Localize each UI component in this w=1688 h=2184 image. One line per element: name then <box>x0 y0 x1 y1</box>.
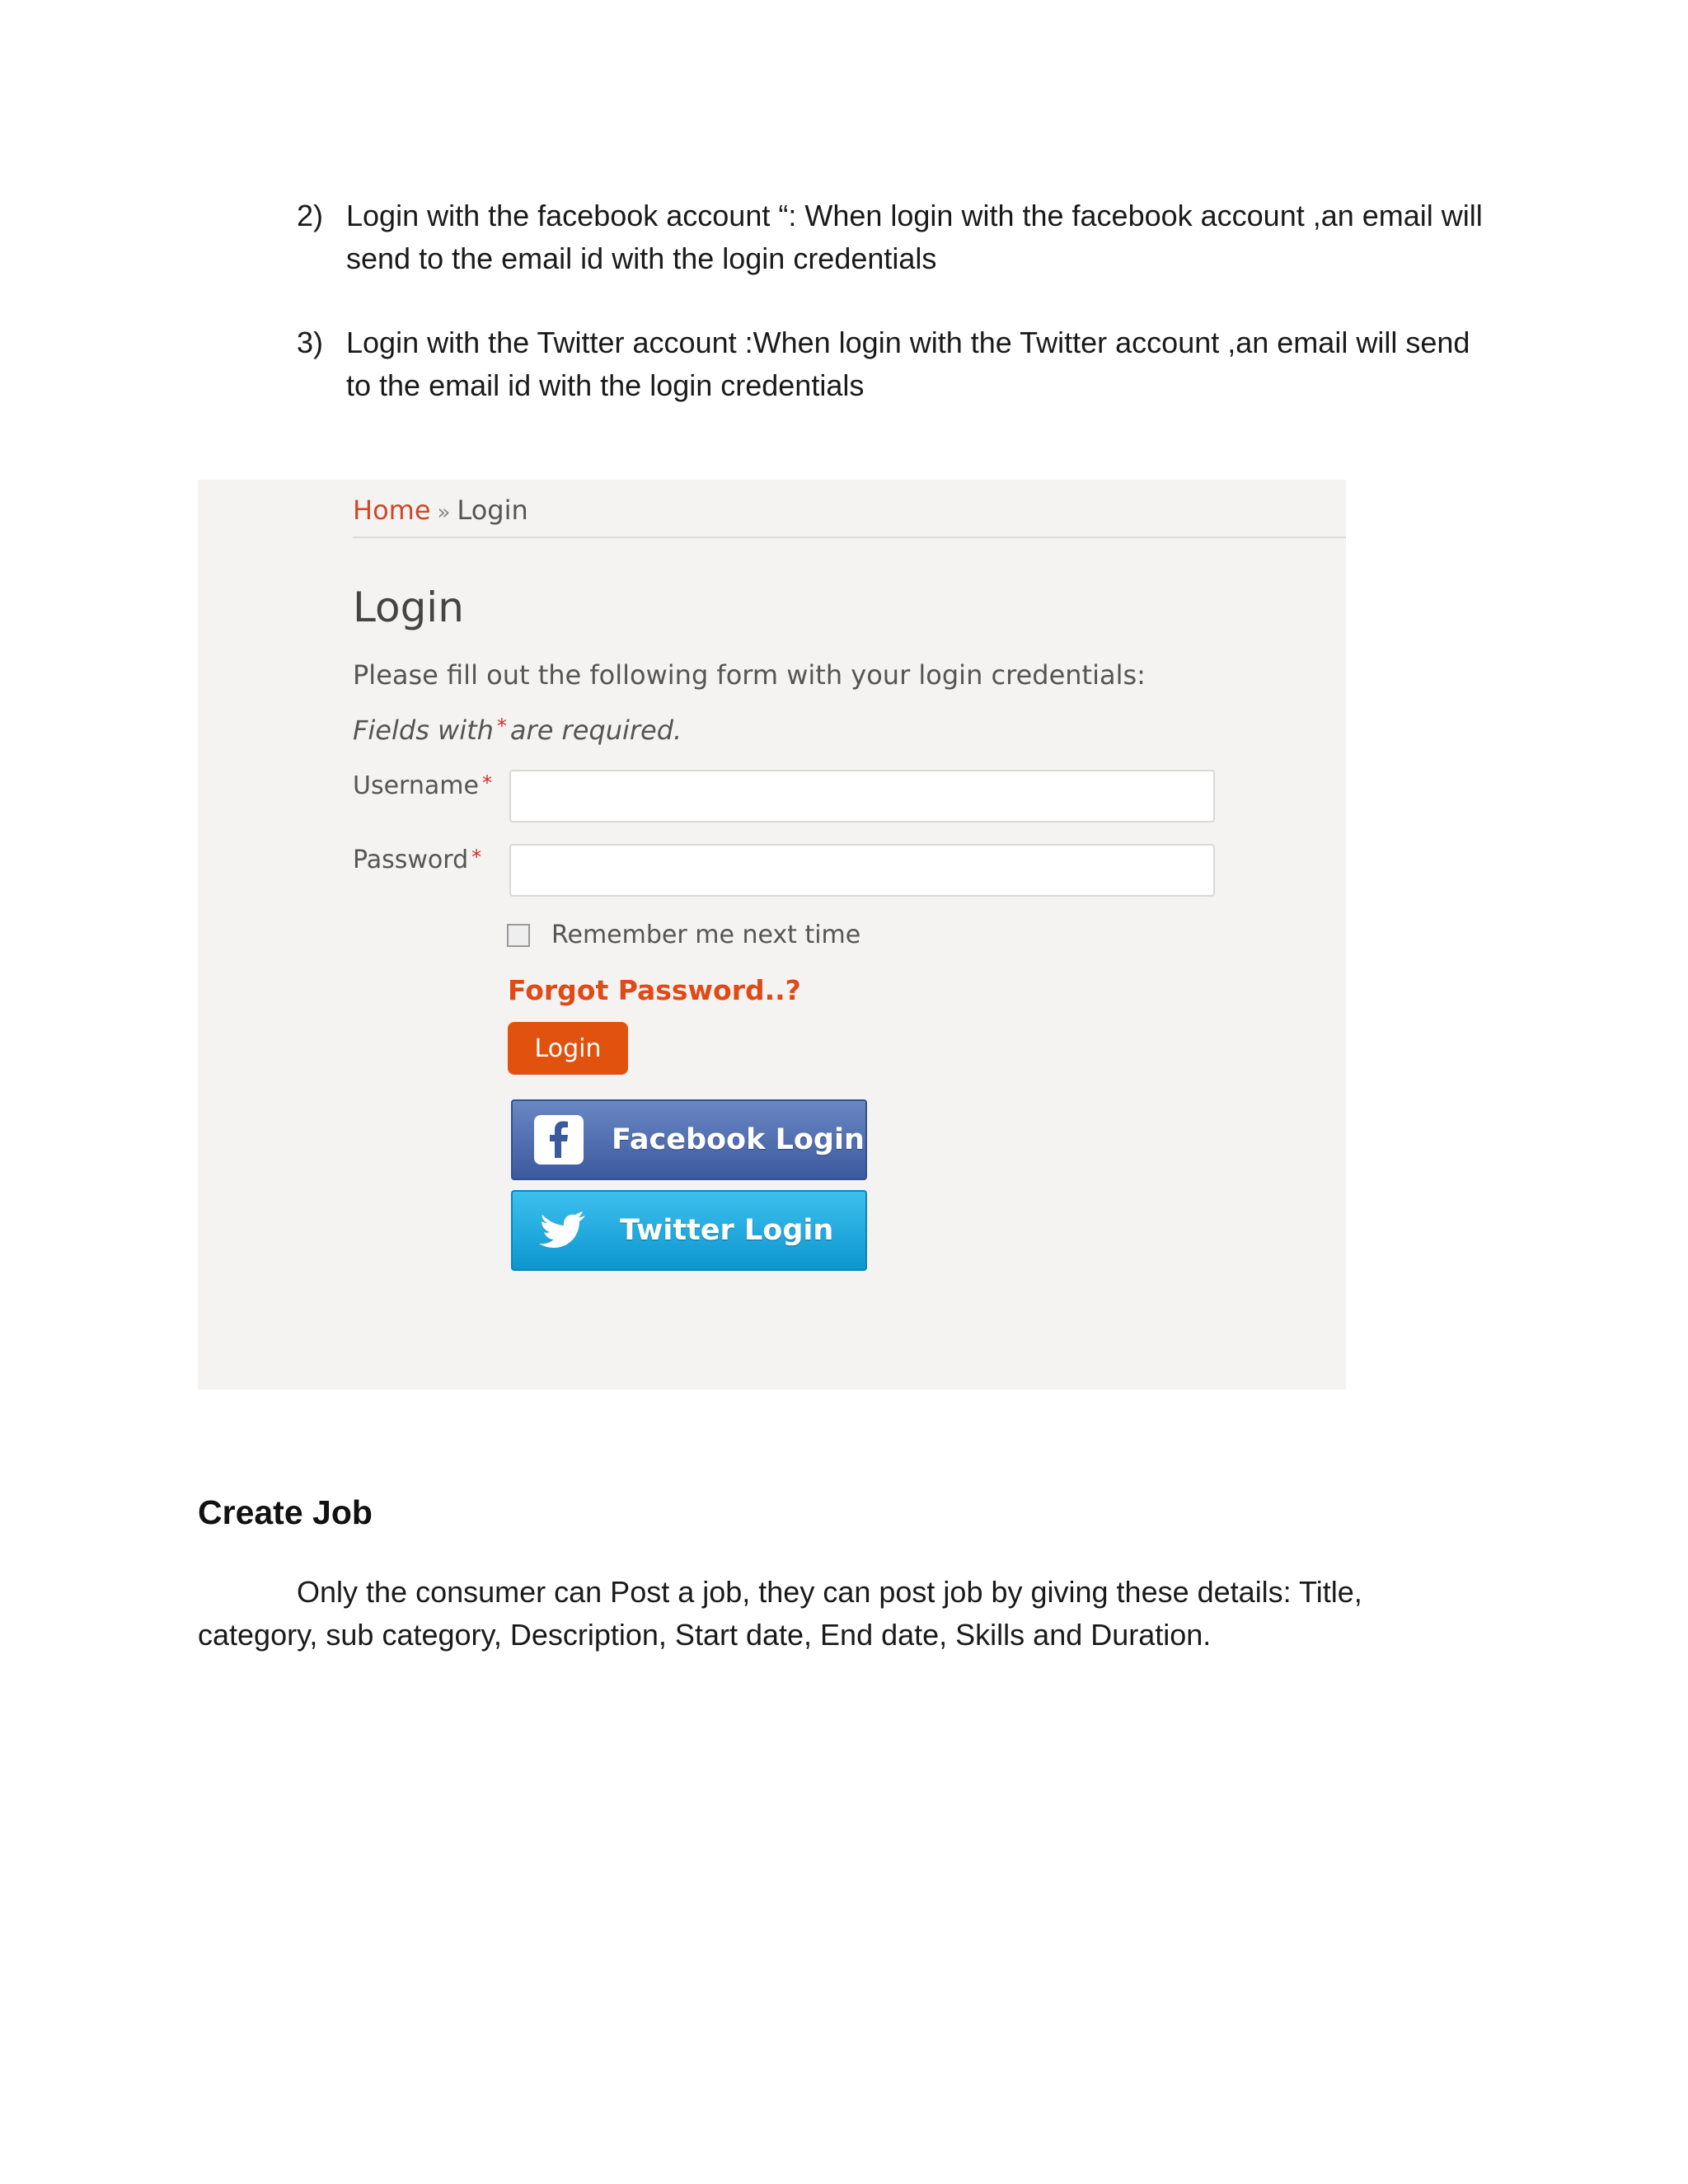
list-item-text: Login with the facebook account “: When login with the facebook account ,an email will send to the email id with the login credentials <box>346 199 1483 275</box>
password-input[interactable] <box>509 844 1215 897</box>
list-item <box>297 321 1500 407</box>
username-input[interactable] <box>509 770 1215 823</box>
username-label <box>353 771 495 800</box>
numbered-list <box>297 194 1500 448</box>
remember-me-checkbox[interactable] <box>507 924 530 947</box>
remember-me-label: Remember me next time <box>551 921 861 949</box>
breadcrumb-divider <box>353 537 1346 538</box>
breadcrumb-separator: » <box>437 500 451 525</box>
breadcrumb <box>353 494 528 526</box>
section-paragraph: Only the consumer can Post a job, they can post job by giving these details: Title, category, sub category, Description, Start date, End date, Skills and Duration. <box>198 1575 1362 1652</box>
list-item <box>297 194 1500 280</box>
list-item-text: Login with the Twitter account :When login with the Twitter account ,an email will send to the email id with the login credentials <box>346 326 1470 402</box>
page-title: Login <box>353 583 464 631</box>
section-heading: Create Job <box>198 1493 373 1531</box>
twitter-login-button[interactable] <box>511 1190 867 1271</box>
login-page-screenshot <box>198 480 1346 1390</box>
list-item-number: 3) <box>297 326 324 359</box>
required-star: * <box>481 771 492 794</box>
login-button[interactable]: Login <box>508 1022 628 1075</box>
password-label <box>353 846 485 874</box>
required-star: * <box>471 846 482 869</box>
password-label-text: Password <box>353 846 469 874</box>
twitter-bird-icon <box>537 1210 593 1251</box>
username-label-text: Username <box>353 771 479 800</box>
remember-me-row <box>507 921 860 949</box>
forgot-password-link[interactable]: Forgot Password..? <box>508 974 801 1006</box>
facebook-icon <box>534 1115 584 1165</box>
breadcrumb-home-link[interactable]: Home <box>353 494 431 526</box>
required-star: * <box>496 715 507 738</box>
required-note-prefix: Fields with <box>353 715 494 746</box>
form-intro-text: Please fill out the following form with your login credentials: <box>353 659 1146 691</box>
facebook-login-button[interactable] <box>511 1099 867 1180</box>
twitter-login-label: Twitter Login <box>620 1214 834 1247</box>
facebook-login-label: Facebook Login <box>612 1123 865 1156</box>
required-note-suffix: are required. <box>509 715 682 746</box>
breadcrumb-current: Login <box>457 494 528 526</box>
required-fields-note <box>353 715 682 746</box>
list-item-number: 2) <box>297 199 324 232</box>
